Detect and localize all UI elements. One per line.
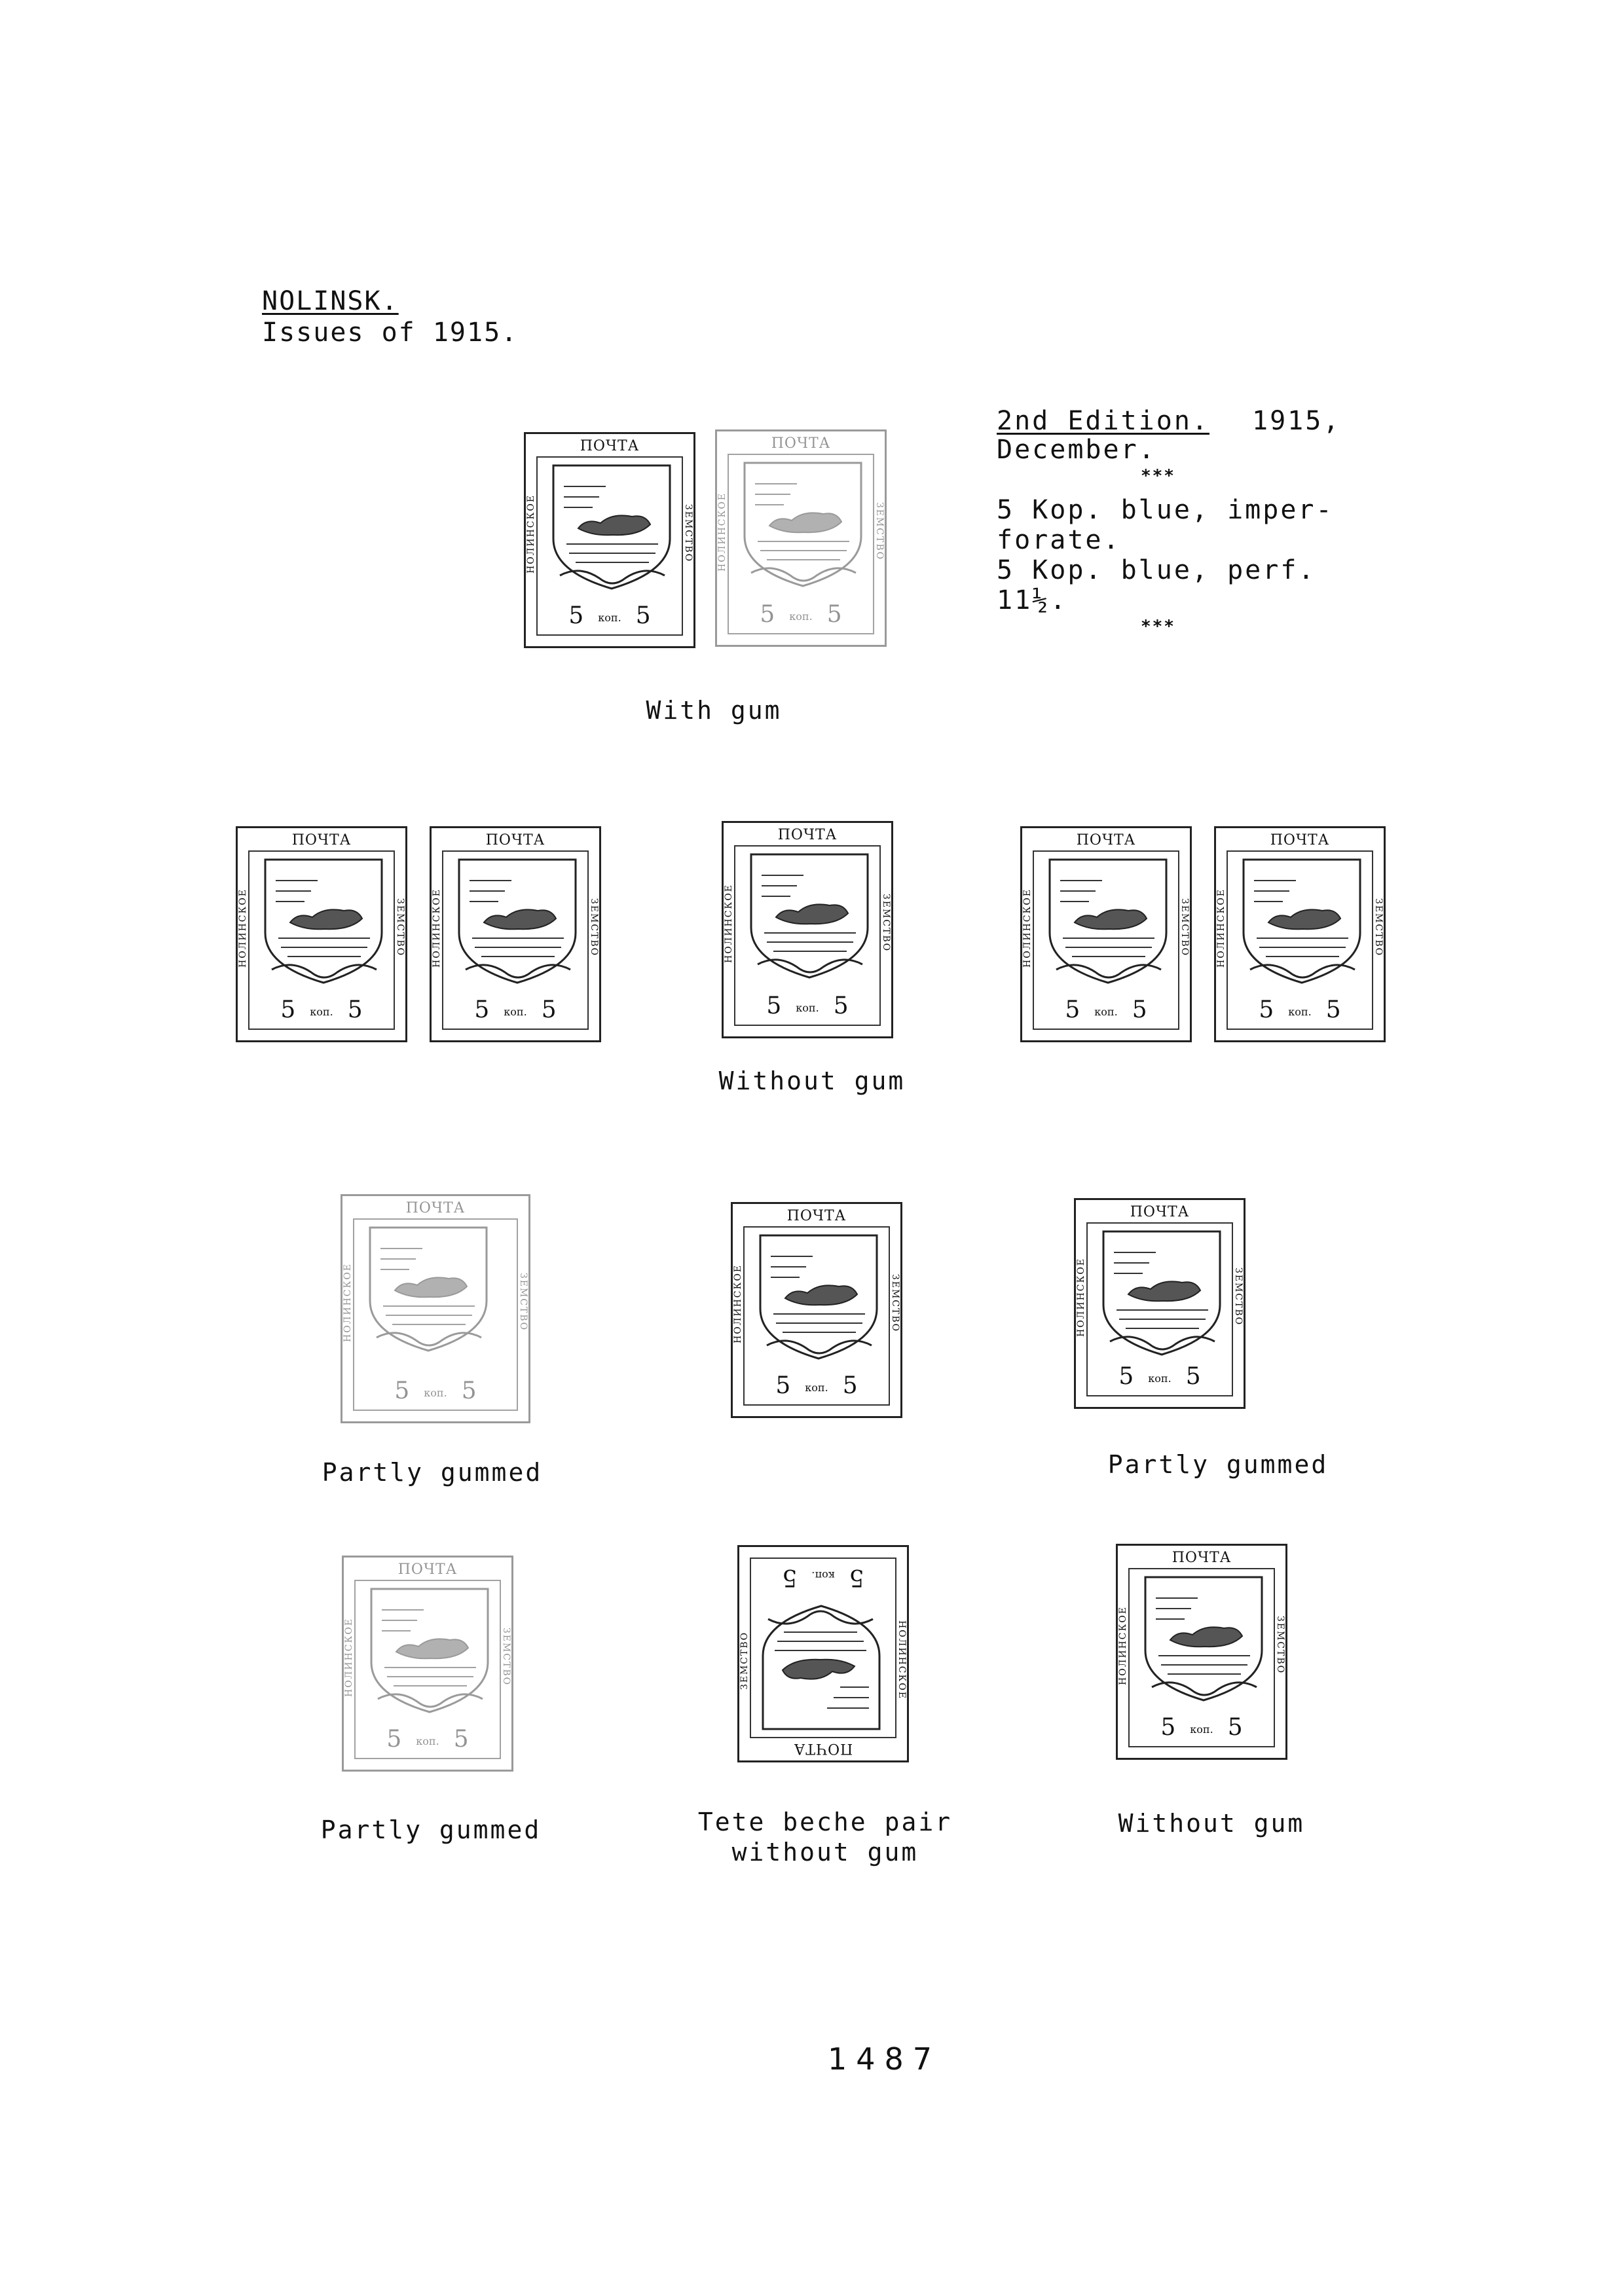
page-subtitle: Issues of 1915. [262,318,519,348]
stamp-value: 5 коп. 5 [1065,996,1147,1023]
stamp-value: 5 коп. 5 [760,601,842,628]
edition-line-2: forate. [997,525,1121,555]
stamp-right-label: ЗЕМСТВО [1233,1267,1244,1326]
stamp-right-label: ЗЕМСТВО [881,894,891,953]
stamp-top-label: ПОЧТА [291,832,352,848]
stamp-left-label: НОЛИНСКОЕ [1118,1605,1128,1685]
stamp-top-label: ПОЧТА [405,1200,466,1216]
coat-of-arms-shield-icon [731,458,874,595]
stamp [341,1194,530,1423]
stamp-left-label: НОЛИНСКОЕ [724,883,734,963]
edition-line-4: 11½. [997,585,1068,615]
stamp-value: 5 коп. 5 [775,1372,858,1399]
caption-partly-gummed-1: Partly gummed [322,1458,543,1487]
stamp-left-label: НОЛИНСКОЕ [1076,1257,1086,1337]
coat-of-arms-shield-icon [446,854,589,992]
coat-of-arms-shield-icon [358,1584,501,1721]
stamp-right-label: ЗЕМСТВО [518,1273,528,1332]
stamp-value: 5 коп. 5 [1259,996,1341,1023]
stamp-top-label: ПОЧТА [771,435,831,452]
stamp-top-label: ПОЧТА [777,827,838,843]
caption-partly-gummed-3: Partly gummed [320,1815,542,1844]
stamp [1074,1198,1246,1409]
caption-tete-beche-1: Tete beche pair [697,1808,953,1836]
edition-stars-top: *** [1141,466,1175,486]
stamp-left-label: НОЛИНСКОЕ [342,1262,353,1342]
stamp [236,826,407,1042]
stamp-left-label: НОЛИНСКОЕ [344,1617,354,1697]
stamp [1116,1544,1287,1760]
edition-heading: 2nd Edition. [997,406,1209,436]
stamp [722,821,893,1038]
edition-line-1: 5 Kop. blue, imper- [997,495,1334,525]
stamp-top-label: ПОЧТА [1270,832,1330,848]
stamp-top-label: ПОЧТА [485,832,545,848]
stamp [1020,826,1192,1042]
stamp-value: 5 коп. 5 [1160,1714,1243,1741]
stamp-top-label: ПОЧТА [786,1208,847,1224]
stamp-right-label: ЗЕМСТВО [1373,898,1384,957]
stamp-right-label: ЗЕМСТВО [739,1631,750,1690]
stamp-right-label: ЗЕМСТВО [1275,1616,1285,1675]
stamp-top-label: ПОЧТА [1172,1550,1232,1566]
coat-of-arms-shield-icon [1132,1572,1275,1709]
stamp [731,1202,902,1418]
stamp [1214,826,1386,1042]
stamp-value: 5 коп. 5 [386,1726,469,1753]
coat-of-arms-shield-icon [540,460,683,598]
stamp-left-label: НОЛИНСКОЕ [526,494,536,574]
stamp-value: 5 коп. 5 [766,993,849,1019]
stamp [737,1545,909,1762]
stamp-value: 5 коп. 5 [568,602,651,629]
stamp-left-label: НОЛИНСКОЕ [238,888,248,968]
stamp-top-label: ПОЧТА [793,1740,853,1757]
stamp-top-label: ПОЧТА [397,1561,458,1578]
coat-of-arms-shield-icon [747,1230,890,1368]
stamp [524,432,695,648]
stamp-left-label: НОЛИНСКОЕ [1216,888,1227,968]
stamp-right-label: ЗЕМСТВО [589,898,599,957]
edition-line-3: 5 Kop. blue, perf. [997,555,1316,585]
stamp-value: 5 коп. 5 [1118,1363,1201,1390]
stamp-value: 5коп.5 [782,1564,864,1591]
caption-without-gum: Without gum [718,1066,906,1095]
stamp-value: 5 коп. 5 [394,1377,477,1404]
stamp-value: 5 коп. 5 [474,996,557,1023]
coat-of-arms-shield-icon [1090,1226,1233,1364]
stamp-right-label: ЗЕМСТВО [501,1628,511,1686]
stamp [430,826,601,1042]
caption-with-gum: With gum [646,696,782,725]
coat-of-arms-shield-icon [1037,854,1179,992]
caption-without-gum-last: Without gum [1118,1809,1305,1838]
stamp-top-label: ПОЧТА [1130,1204,1190,1220]
stamp-left-label: НОЛИНСКОЕ [896,1620,907,1700]
stamp-value: 5 коп. 5 [280,996,363,1023]
edition-month: December. [997,435,1156,465]
edition-stars-bottom: *** [1141,617,1175,636]
stamp-right-label: ЗЕМСТВО [890,1274,900,1333]
coat-of-arms-shield-icon [738,849,881,987]
stamp [342,1556,513,1772]
stamp [715,429,887,647]
stamp-left-label: НОЛИНСКОЕ [432,888,442,968]
caption-partly-gummed-2: Partly gummed [1107,1450,1329,1479]
stamp-top-label: ПОЧТА [1076,832,1136,848]
stamp-right-label: ЗЕМСТВО [1179,898,1190,957]
coat-of-arms-shield-icon [750,1597,893,1734]
stamp-left-label: НОЛИНСКОЕ [733,1264,743,1343]
page-title: NOLINSK. [262,286,399,316]
stamp-right-label: ЗЕМСТВО [874,502,885,561]
stamp-left-label: НОЛИНСКОЕ [1022,888,1033,968]
edition-year: 1915, [1252,406,1341,436]
stamp-top-label: ПОЧТА [580,438,640,454]
coat-of-arms-shield-icon [252,854,395,992]
coat-of-arms-shield-icon [1230,854,1373,992]
page-number: 1487 [828,2041,942,2077]
caption-tete-beche-2: without gum [731,1838,919,1867]
coat-of-arms-shield-icon [357,1222,500,1360]
stamp-left-label: НОЛИНСКОЕ [717,492,728,572]
stamp-right-label: ЗЕМСТВО [395,898,405,957]
stamp-right-label: ЗЕМСТВО [683,504,693,563]
